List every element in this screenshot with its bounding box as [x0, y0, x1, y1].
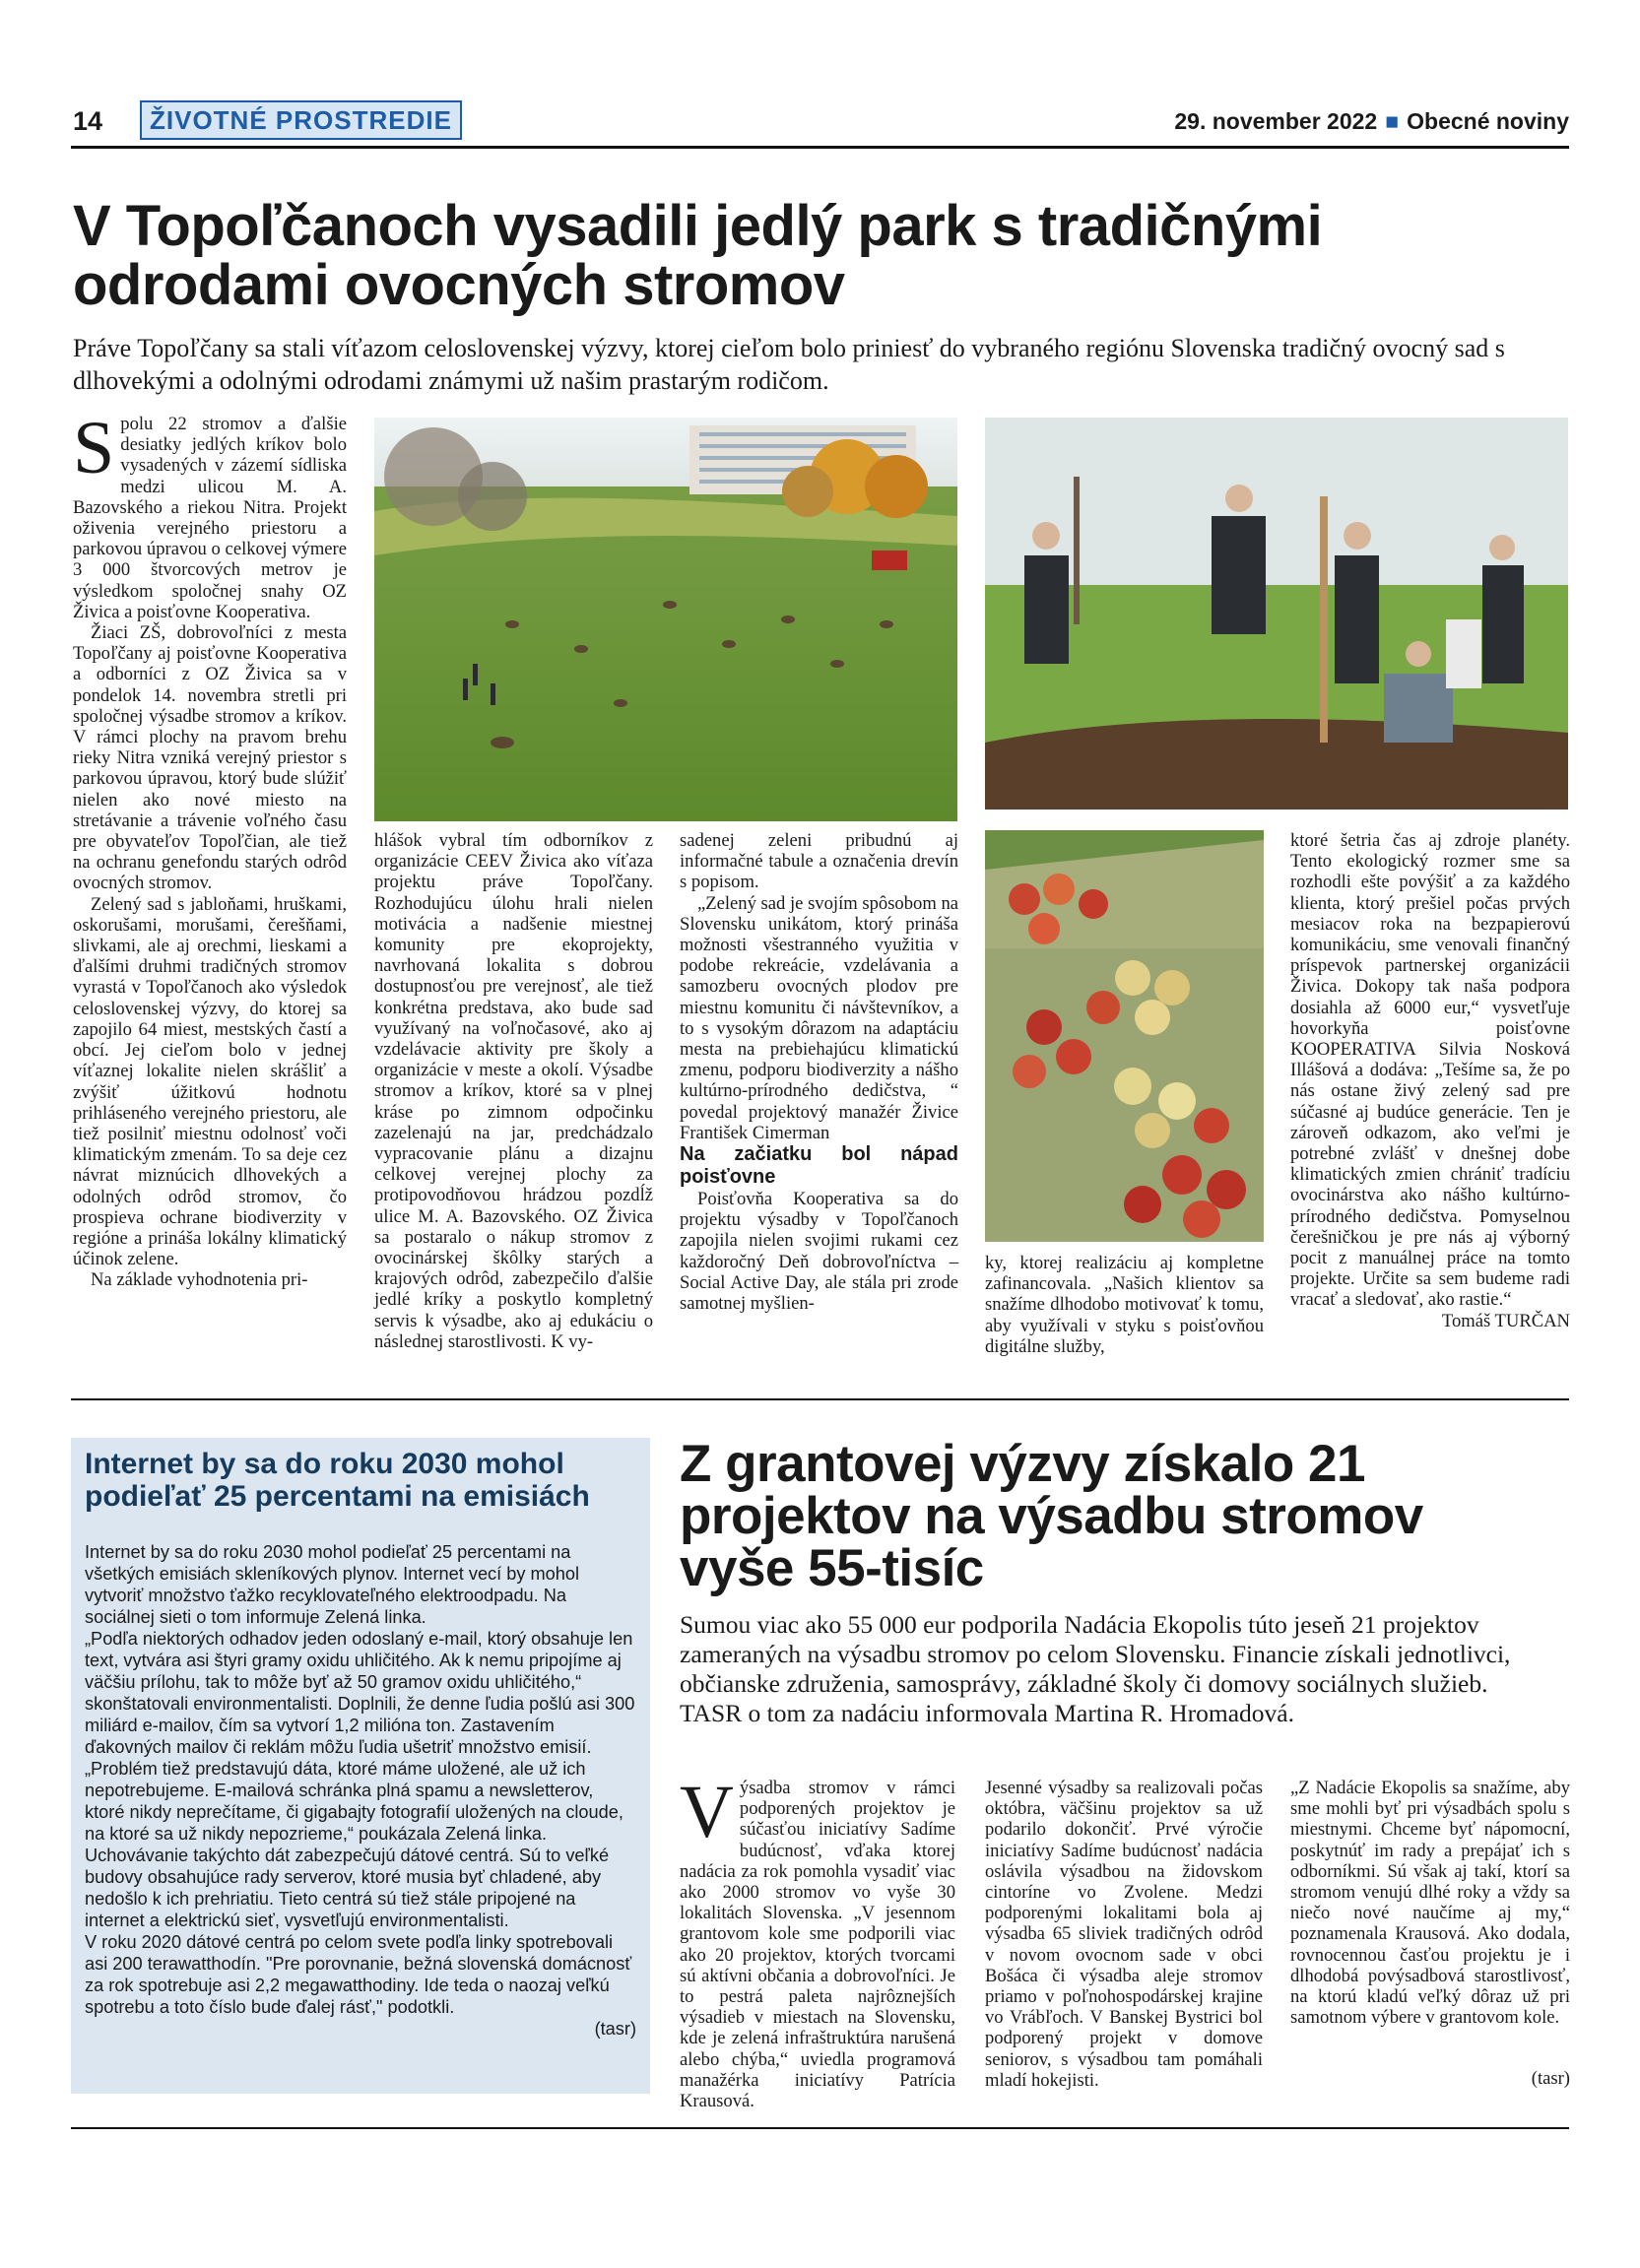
article1-lead: Práve Topoľčany sa stali víťazom celoslovenskej výzvy, ktorej cieľom bolo priniesť do vybraného regiónu Slovenska tradičný ovocný sad s dlhovekými a odolnými odrodami známymi už našim prastarým rodičom.: [73, 334, 1505, 395]
paragraph: „Podľa niektorých odhadov jeden odoslaný e-mail, ktorý obsahuje len text, vytvára asi štyri gramy oxidu uhličitého. Ak k nemu pripojíme aj väčšiu prílohu, tak to môže byť až 50 gramov oxidu uhličitého,“ skonštatovali environmentalisti. Doplnili, že denne ľudia pošlú asi 300 miliárd e-mailov, čím sa vytvorí 1,2 milióna ton. Zastavením ďakovných mailov či reklám môžu ľudia ušetriť množstvo emisií.: [85, 1629, 635, 1757]
sidebar-title: Internet by sa do roku 2030 mohol podieľať 25 percentami na emisiách: [85, 1448, 590, 1513]
dropcap: S: [73, 407, 115, 489]
paragraph: ktoré šetria čas aj zdroje planéty. Tento ekologický rozmer sme sa rozhodli ešte povýšiť a za každého klienta, ktorý prešiel počas prvých mesiacov roka na bezpapierovú komunikáciu, sme venovali finančný príspevok partnerskej organizácii Živica. Dokopy tak naša podpora dosiahla až 6000 eur,“ vysvetľuje hovorkyňa poisťovne KOOPERATIVA Silvia Nosková Illášová a dodáva: „Tešíme sa, že po nás ostane živý zelený sad pre súčasné aj budúce generácie. Ten je zároveň odkazom, ako veľmi je potrebné zvlášť v dnešnej dobe klimatických zmien chrániť tradíciu ovocinárstva ako nášho kultúrno-prírodného dedičstva. Pomyselnou čerešničkou je pre nás aj výborný pocit z manuálnej práce na tomto projekte. Určite sa sem budeme radi vracať a sledovať, ako rastie.“: [1290, 830, 1570, 1311]
paragraph: Internet by sa do roku 2030 mohol podieľať 25 percentami na všetkých emisiách skleníkových plynov. Internet vecí by mohol vytvoriť množstvo ťažko recyklovateľného elektroodpadu. Na sociálnej sieti o tom informuje Zelená linka.: [85, 1542, 580, 1627]
page-number: 14: [73, 106, 103, 136]
paragraph: ýsadba stromov v rámci podporených projektov je súčasťou iniciatívy Sadíme budúcnosť, vďaka ktorej nadácia za rok pomohla vysadiť viac ako 2000 stromov vo vyše 30 lokalitách Slovenska. „V jesennom grantovom kole sme podporili viac ako 20 projektov, ktorých tvorcami sú aktívni občania a dobrovoľníci. Je to pestrá paleta najrôznejších výsadieb v miestach na Slovensku, kde je zelená infraštruktúra narušená alebo chýba,“ uviedla programová manažérka iniciatívy Patrícia Krausová.: [680, 1778, 955, 2112]
paragraph: „Zelený sad je svojím spôsobom na Slovensku unikátom, ktorý prináša možnosti všestranného využitia v podobe rekreácie, vzdelávania a samozberu ovocných plodov pre miestnu komunitu či návštevníkov, a to s vysokým dôrazom na adaptáciu mesta na prebiehajúcu klimatickú zmenu, podporu biodiverzity a nášho kultúrno-prírodného dedičstva, “ povedal projektový manažér Živice František Cimerman: [680, 892, 958, 1143]
paragraph: Poisťovňa Kooperativa sa do projektu výsadby v Topoľčanoch zapojila nielen svojimi rukami cez každoročný Deň dobrovoľníctva – Social Active Day, ale stála pri zrode samotnej myšlien-: [680, 1189, 958, 1315]
paragraph: V roku 2020 dátové centrá po celom svete podľa linky spotrebovali asi 200 terawatthodín. "Pre porovnanie, bežná slovenská domácnosť za rok spotrebuje asi 2,2 megawatthodiny. Ide teda o naozaj veľkú spotrebu a toto číslo bude ďalej rásť," podotkli.: [85, 1932, 632, 2017]
paragraph: sadenej zeleni pribudnú aj informačné tabule a označenia drevín s popisom.: [680, 830, 958, 893]
separator-dot-icon: ■: [1385, 108, 1400, 134]
article1-title: V Topoľčanoch vysadili jedlý park s tradičnými odrodami ovocných stromov: [73, 194, 1323, 317]
issue-date: 29. november 2022: [1174, 108, 1378, 134]
article2-title: Z grantovej výzvy získalo 21 projektov na výsadbu stromov vyše 55-tisíc: [680, 1435, 1423, 1597]
paragraph: „Problém tiež predstavujú dáta, ktoré máme uložené, ale už ich nepotrebujeme. E-mailová schránka plná spamu a newsletterov, ktoré nikdy neprečítame, či gigabajty fotografií uložených na cloude, na ktoré sa už nikdy nepozrieme,“ poukázala Zelená linka. Uchovávanie takýchto dát zabezpečujú dátové centrá. Sú to veľké budovy obsahujúce rady serverov, ktoré musia byť chladené, aby nedošlo k ich prehriatiu. Tieto centrá sú tiež stále pripojené na internet a elektrickú sieť, vysvetľujú environmentalisti.: [85, 1759, 623, 1930]
section-label: ŽIVOTNÉ PROSTREDIE: [140, 100, 462, 140]
article1-column-1: [73, 407, 347, 1291]
paragraph: Žiaci ZŠ, dobrovoľníci z mesta Topoľčany aj poisťovne Kooperativa a odborníci z OZ Živica sa v pondelok 14. novembra stretli pri spoločnej výsadbe stromov a kríkov. V rámci plochy na pravom brehu rieky Nitra vzniká verejný priestor s parkovou úpravou, ktorý bude slúžiť nielen ako nové miesto na stretávanie a trávenie voľného času pre obyvateľov Topoľčian, ale tiež na ochranu genefondu starých odrôd ovocných stromov.: [73, 622, 347, 894]
article2-column-3: [1290, 1778, 1570, 2028]
article1-column-5: [1290, 830, 1570, 1331]
article1-signature: Tomáš TURČAN: [1441, 1310, 1570, 1331]
bottom-rule: [71, 2127, 1569, 2129]
paragraph: Zelený sad s jabloňami, hruškami, oskorušami, morušami, čerešňami, slivkami, ale aj orechmi, lieskami a ďalšími druhmi tradičných stromov vyrastá v Topoľčanoch ako výsledok celoslovenskej výzvy, do ktorej sa zapojilo 64 miest, mestských častí a obcí. Jej cieľom bolo v jednej víťaznej lokalite nielen skrášliť a zvýšiť úžitkovú hodnotu prihláseného verejného priestoru, ale tiež posilniť miestnu odolnosť voči klimatickým zmenám. To sa deje cez návrat miznúcich dlhovekých a odolných odrôd stromov, čo prospieva ochrane biodiverzity v regióne a prináša lokálny klimatický účinok zelene.: [73, 893, 347, 1270]
paragraph: „Z Nadácie Ekopolis sa snažíme, aby sme mohli byť pri výsadbách spolu s miestnymi. Chceme byť nápomocní, poskytnúť im rady a prepájať ich s odborníkmi. Sú však aj takí, ktorí sa stromom venujú dlhé roky a vždy sa niečo nové naučíme aj my,“ poznamenala Krausová. Ako dodala, rovnocennou časťou projektu je i dlhodobá povýsadbová starostlivosť, na ktorú kladú veľký dôraz už pri samotnom výbere v grantovom kole.: [1290, 1778, 1570, 2029]
paragraph: Na základe vyhodnotenia pri-: [91, 1269, 308, 1291]
article2-column-1: [680, 1771, 955, 2112]
newspaper-name: Obecné noviny: [1407, 108, 1569, 134]
paragraph: polu 22 stromov a ďalšie desiatky jedlých kríkov bolo vysadených v zázemí sídliska medzi ulicou M. A. Bazovského a riekou Nitra. Projekt oživenia verejného priestoru a parkovou úpravou o celkovej výmere 3 000 štvorcových metrov je výsledkom spoločnej snahy OZ Živica a poisťovne Kooperativa.: [73, 414, 347, 622]
article1-column-4: [985, 1253, 1264, 1357]
article1-column-2: [374, 830, 653, 1352]
dropcap: V: [680, 1771, 734, 1853]
header-rule: [71, 146, 1569, 149]
paragraph: hlášok vybral tím odborníkov z organizácie CEEV Živica ako víťaza projektu práve Topoľčany. Rozhodujúcu úlohu hrali nielen motivácia a nadšenie miestnej komunity pre ekoprojekty, navrhovaná lokalita s dobrou dostupnosťou pre verejnosť, ale tiež konkrétna predstava, ako bude sad využívaný na voľnočasové, ako aj vzdelávacie aktivity pre školy a organizácie v meste a okolí. Výsadbe stromov a kríkov, ktoré sa v plnej kráse po zimnom odpočinku zazelenajú na jar, predchádzalo vypracovanie plánu a dizajnu celkovej verejnej plochy za protipovodňovou hrádzou pozdĺž ulice M. A. Bazovského. OZ Živica sa postaralo o nákup stromov z ovocinárskej škôlky starých a krajových odrôd, zabezpečilo ďalšie jedlé kríky a poskytlo kompletný servis k výsadbe, ako aj edukáciu o následnej starostlivosti. K vy-: [374, 830, 653, 1352]
article1-column-3: [680, 830, 958, 1314]
subheading: Na začiatku bol nápad poisťovne: [680, 1143, 958, 1189]
paragraph: Jesenné výsadby sa realizovali počas októbra, väčšinu projektov sa už podarilo dokončiť. Prvé výročie iniciatívy Sadíme budúcnosť nadácia oslávila výsadbou na židovskom cintoríne vo Zvolene. Medzi podporenými lokalitami bola aj výsadba 65 sliviek tradičných odrôd v novom ovocnom sade v obci Bošáca či výsadba aleje stromov priamo v poľnohospodárskej krajine vo Vrábľoch. V Banskej Bystrici bol podporený projekt v domove seniorov, s výsadbou tam pomáhali mladí hokejisti.: [985, 1778, 1263, 2091]
article-divider: [71, 1398, 1569, 1400]
article2-lead: Sumou viac ako 55 000 eur podporila Nadácia Ekopolis túto jeseň 21 projektov zameraných na výsadbu stromov po celom Slovensku. Financie získali jednotlivci, občianske združenia, samosprávy, základné školy či domovy sociálnych služieb. TASR o tom za nadáciu informovala Martina R. Hromadová.: [680, 1610, 1511, 1727]
apples-photo: [985, 830, 1264, 1242]
article2-signature: (tasr): [1531, 2068, 1570, 2089]
sidebar-body: [85, 1541, 636, 2040]
article2-column-2: [985, 1778, 1263, 2091]
aerial-park-photo: [374, 418, 957, 821]
issue-date-line: [1174, 108, 1569, 135]
paragraph: ky, ktorej realizáciu aj kompletne zafinancovala. „Našich klientov sa snažíme dlhodobo motivovať k tomu, aby využívali v styku s poisťovňou digitálne služby,: [985, 1253, 1264, 1357]
volunteers-planting-photo: [985, 418, 1568, 810]
sidebar-signature: (tasr): [594, 2019, 636, 2039]
